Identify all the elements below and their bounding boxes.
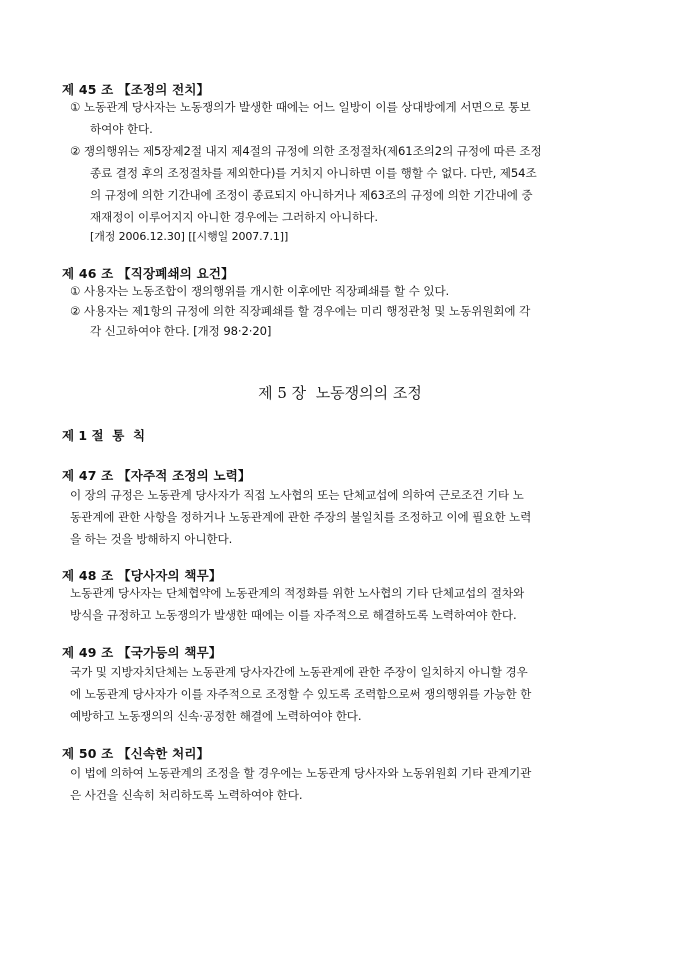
article-46-line: 각 신고하여야 한다. [개정 98·2·20]: [90, 324, 272, 338]
chapter-title: 제 5 장 노동쟁의의 조정: [258, 384, 422, 402]
article-45-line: 하여야 한다.: [90, 122, 153, 136]
article-47-heading: 제 47 조 【자주적 조정의 노력】: [62, 468, 251, 483]
article-46-line: ② 사용자는 제1항의 규정에 의한 직장폐쇄를 할 경우에는 미리 행정관청 및 노동위원회에 각: [70, 304, 531, 318]
section-title: 제 1 절 통 칙: [62, 428, 146, 443]
article-49-line: 예방하고 노동쟁의의 신속·공정한 해결에 노력하여야 한다.: [70, 709, 362, 723]
article-45-line: 종료 결정 후의 조정절차를 제외한다)를 거치지 아니하면 이를 행할 수 없다. 다만, 제54조: [90, 166, 537, 180]
article-45-line: 재재정이 이루어지지 아니한 경우에는 그러하지 아니하다.: [90, 210, 378, 224]
article-50-line: 은 사건을 신속히 처리하도록 노력하여야 한다.: [70, 788, 303, 802]
article-47-line: 을 하는 것을 방해하지 아니한다.: [70, 532, 233, 546]
article-50-line: 이 법에 의하여 노동관계의 조정을 할 경우에는 노동관계 당사자와 노동위원회 기타 관계기관: [70, 766, 532, 780]
article-47-line: 동관계에 관한 사항을 정하거나 노동관계에 관한 주장의 불일치를 조정하고 이에 필요한 노력: [70, 510, 532, 524]
article-49-line: 국가 및 지방자치단체는 노동관계 당사자간에 노동관계에 관한 주장이 일치하지 아니할 경우: [70, 665, 528, 679]
article-48-line: 방식을 규정하고 노동쟁의가 발생한 때에는 이를 자주적으로 해결하도록 노력하여야 한다.: [70, 608, 517, 622]
article-48-line: 노동관계 당사자는 단체협약에 노동관계의 적정화를 위한 노사협의 기타 단체교섭의 절차와: [70, 586, 525, 600]
article-45-line: ① 노동관계 당사자는 노동쟁의가 발생한 때에는 어느 일방이 이를 상대방에게 서면으로 통보: [70, 100, 531, 114]
article-48-heading: 제 48 조 【당사자의 책무】: [62, 568, 222, 583]
article-47-line: 이 장의 규정은 노동관계 당사자가 직접 노사협의 또는 단체교섭에 의하여 근로조건 기타 노: [70, 488, 524, 502]
article-49-line: 에 노동관계 당사자가 이를 자주적으로 조정할 수 있도록 조력함으로써 쟁의행위를 가능한 한: [70, 687, 532, 701]
article-49-heading: 제 49 조 【국가등의 책무】: [62, 645, 222, 660]
article-45-heading: 제 45 조 【조정의 전치】: [62, 82, 210, 97]
article-50-heading: 제 50 조 【신속한 처리】: [62, 746, 210, 761]
amendment-note: [개정 2006.12.30] [[시행일 2007.7.1]]: [90, 230, 289, 243]
article-45-line: 의 규정에 의한 기간내에 조정이 종료되지 아니하거나 제63조의 규정에 의한 기간내에 중: [90, 188, 533, 202]
article-46-line: ① 사용자는 노동조합이 쟁의행위를 개시한 이후에만 직장폐쇄를 할 수 있다.: [70, 284, 450, 298]
article-46-heading: 제 46 조 【직장폐쇄의 요건】: [62, 266, 234, 281]
article-45-line: ② 쟁의행위는 제5장제2절 내지 제4절의 규정에 의한 조정절차(제61조의2의 규정에 따른 조정: [70, 144, 542, 158]
